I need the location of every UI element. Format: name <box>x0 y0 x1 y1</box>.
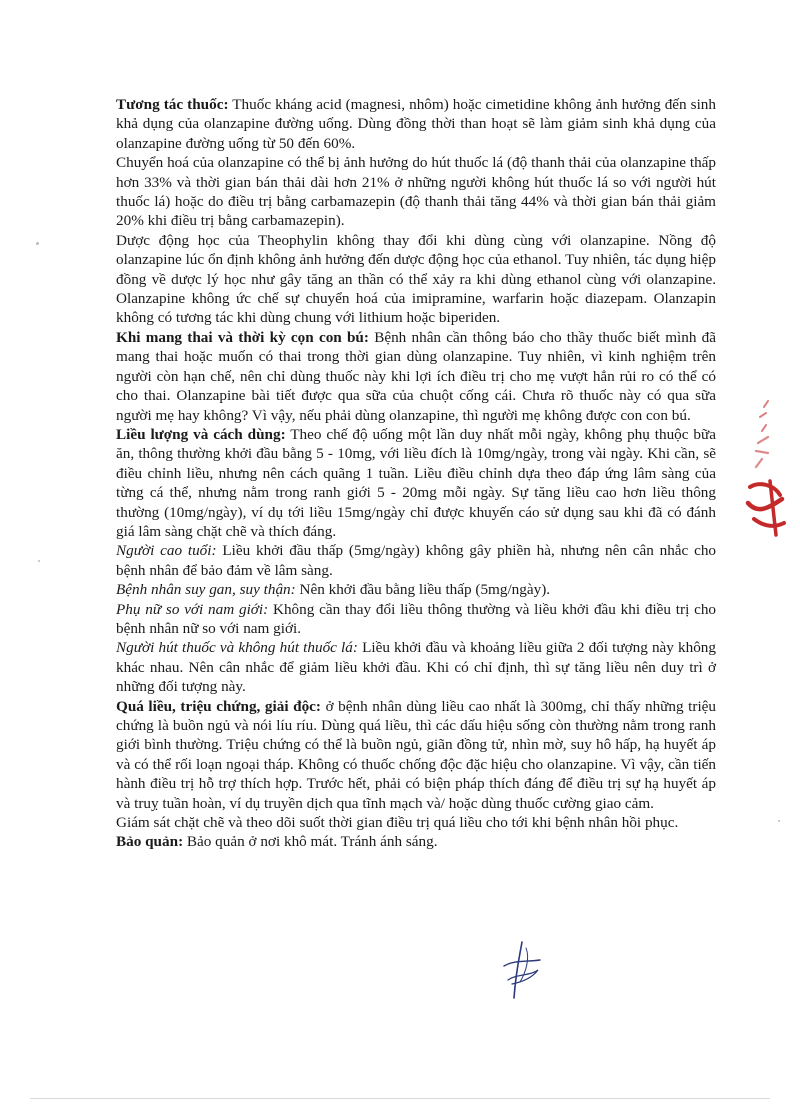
scan-speck <box>36 242 39 245</box>
interaction-paragraph-1: Tương tác thuốc: Thuốc kháng acid (magnesi, nhôm) hoặc cimetidine không ảnh hưởng đến sinh khả dụng của olanzapine đường uống. Dùng đồng thời than hoạt sẽ làm giảm sinh khả dụng của olanzapine đường uống từ 50 đến 60%. <box>116 96 716 152</box>
overdose-paragraph: Quá liều, triệu chứng, giải độc: ở bệnh nhân dùng liều cao nhất là 300mg, chỉ thấy những triệu chứng là buồn ngủ và nói líu ríu. Dùng quá liều, thì các dấu hiệu sống còn thường nằm trong ranh giới bình thường. Triệu chứng có thể là buồn ngủ, giãn đồng tử, nhìn mờ, suy hô hấp, hạ huyết áp và có thể rối loạn ngoại tháp. Không có thuốc chống độc đặc hiệu cho olanzapine. Vì vậy, cần tiến hành điều trị hỗ trợ thích hợp. Trước hết, phải có biện pháp thích đáng để điều trị sự hạ huyết áp và truỵ tuần hoàn, ví dụ truyền dịch qua tĩnh mạch và/ hoặc dùng thuốc cường giao cảm. <box>116 697 717 812</box>
section-heading-pregnancy: Khi mang thai và thời kỳ cọn con bú <box>116 328 364 346</box>
section-heading-dosage: Liều lượng và cách dùng <box>116 425 281 443</box>
subsection-label-smokers: Người hút thuốc và không hút thuốc lá <box>116 639 353 657</box>
page-bottom-edge <box>30 1098 770 1099</box>
dosage-paragraph: Liều lượng và cách dùng: Theo chế độ uống một lần duy nhất mỗi ngày, không phụ thuộc bữa ăn, thông thường khởi đầu bằng 5 - 10mg, với liều đích là 10mg/ngày, trong vài ngày. Khi cần, sẽ điều chỉnh liều, nhưng nên cách quãng 1 tuần. Liều điều chỉnh dựa theo đáp ứng lâm sàng của từng cá thể, nhưng nằm trong ranh giới 5 - 20mg mỗi ngày. Sự tăng liều cao hơn liều thông thường (10mg/ngày), ví dụ tới liều 15mg/ngày chỉ được khuyến cáo sử dụng sau khi đã có đánh giá lâm sàng chặt chẽ và thích đáng. <box>116 425 716 540</box>
document-body <box>116 95 716 852</box>
dosage-hepatic-renal: Bệnh nhân suy gan, suy thận: Nên khởi đầu bằng liều thấp (5mg/ngày). <box>116 581 551 599</box>
overdose-monitoring: Giám sát chặt chẽ và theo dõi suốt thời gian điều trị quá liều cho tới khi bệnh nhân hồi phục. <box>116 814 679 832</box>
dosage-smokers: Người hút thuốc và không hút thuốc lá: Liều khởi đầu và khoảng liều giữa 2 đối tượng này không khác nhau. Nên cân nhắc để giảm liều khởi đầu. Khi có chỉ định, thì sự tăng liều nên duy trì ở những đối tượng này. <box>116 639 716 696</box>
subsection-label-elderly: Người cao tuổi <box>116 542 212 560</box>
handwritten-signature-icon <box>496 940 546 1000</box>
section-heading-storage: Bảo quản <box>116 833 179 851</box>
scan-speck <box>38 560 40 562</box>
dosage-elderly: Người cao tuổi: Liều khởi đầu thấp (5mg/ngày) không gây phiền hà, nhưng nên cân nhắc cho bệnh nhân để bảo đảm về lâm sàng. <box>116 542 717 579</box>
dosage-women-men: Phụ nữ so với nam giới: Không cần thay đổi liều thông thường và liều khởi đầu khi điều trị cho bệnh nhân nữ so với nam giới. <box>116 600 717 637</box>
interaction-paragraph-3: Dược động học của Theophylin không thay đổi khi dùng cùng với olanzapine. Nồng độ olanzapine lúc ổn định không ảnh hưởng đến dược động học của ethanol. Tuy nhiên, tác dụng hiệp đồng về dược lý học như gây tăng an thần có thể xảy ra khi dùng ethanol cùng với olanzapine. Olanzapine không ức chế sự chuyển hoá của imipramine, warfarin hoặc diazepam. Olanzapin không có tương tác khi dùng chung với lithium hoặc biperiden. <box>116 231 716 327</box>
section-heading-overdose: Quá liều, triệu chứng, giải độc <box>116 697 316 715</box>
subsection-label-women-men: Phụ nữ so với nam giới <box>116 600 264 618</box>
storage-paragraph: Bảo quản: Bảo quản ở nơi khô mát. Tránh ánh sáng. <box>116 833 438 851</box>
scan-speck <box>778 820 780 822</box>
red-stamp-fragment-icon <box>740 395 790 545</box>
interaction-paragraph-2: Chuyển hoá của olanzapine có thể bị ảnh hưởng do hút thuốc lá (độ thanh thải của olanzapine thấp hơn 33% và thời gian bán thải dài hơn 21% ở những người không hút thuốc lá so với người hút thuốc lá) hoặc do điều trị bằng carbamazepin (độ thanh thải tăng 44% và thời gian bán thải giảm 20% khi điều trị bằng carbamazepin). <box>116 154 716 230</box>
subsection-label-hepatic-renal: Bệnh nhân suy gan, suy thận <box>116 581 291 599</box>
section-heading-interactions: Tương tác thuốc <box>116 96 224 113</box>
pregnancy-paragraph: Khi mang thai và thời kỳ cọn con bú: Bệnh nhân cần thông báo cho thầy thuốc biết mình đã mang thai hoặc muốn có thai trong thời gian dùng olanzapine. Tuy nhiên, vì kinh nghiệm trên người còn hạn chế, nên chỉ dùng thuốc này khi lợi ích điều trị cho mẹ vượt hẳn rủi ro có thể có cho thai. Olanzapine bài tiết được qua sữa của chuột cống cái. Chưa rõ thuốc này có qua sữa người mẹ hay không? Vì vậy, nếu phải dùng olanzapine, thì người mẹ không được con con bú. <box>116 328 717 424</box>
